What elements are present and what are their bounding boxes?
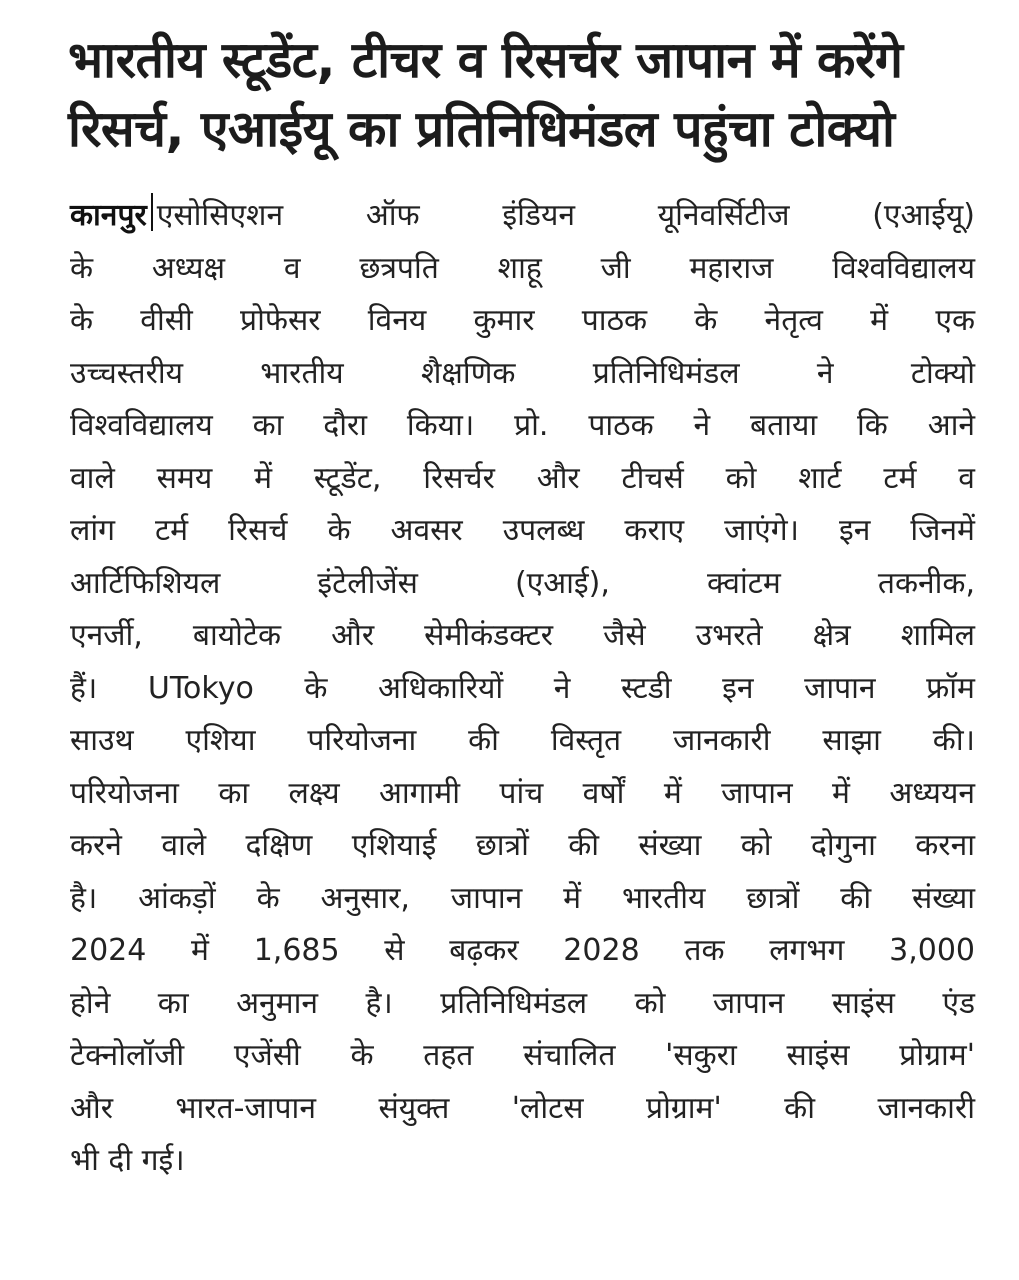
dateline-city: कानपुर: [70, 198, 147, 233]
article-line: के वीसी प्रोफेसर विनय कुमार पाठक के नेतृत्व में एक: [70, 303, 975, 338]
article-line: हैं। UTokyo के अधिकारियों ने स्टडी इन जापान फ्रॉम: [70, 670, 975, 706]
article-line: आर्टिफिशियल इंटेलीजेंस (एआई), क्वांटम तकनीक,: [70, 565, 975, 601]
article-line: करने वाले दक्षिण एशियाई छात्रों की संख्या को दोगुना करना: [70, 828, 975, 863]
article-line: के अध्यक्ष व छत्रपति शाहू जी महाराज विश्वविद्यालय: [70, 250, 975, 286]
article-line: होने का अनुमान है। प्रतिनिधिमंडल को जापान साइंस एंड: [70, 985, 975, 1021]
dateline-separator: [151, 193, 153, 231]
article-line: लांग टर्म रिसर्च के अवसर उपलब्ध कराए जाएंगे। इन जिनमें: [70, 513, 975, 548]
article-line: परियोजना का लक्ष्य आगामी पांच वर्षों में जापान में अध्ययन: [70, 775, 975, 811]
article-line: भी दी गई।: [70, 1143, 185, 1178]
article-line: एनर्जी, बायोटेक और सेमीकंडक्टर जैसे उभरते क्षेत्र शामिल: [70, 618, 975, 653]
article-line: विश्वविद्यालय का दौरा किया। प्रो. पाठक ने बताया कि आने: [70, 408, 975, 443]
article-body: [70, 190, 975, 1188]
article-line: है। आंकड़ों के अनुसार, जापान में भारतीय छात्रों की संख्या: [70, 880, 975, 916]
article-line: उच्चस्तरीय भारतीय शैक्षणिक प्रतिनिधिमंडल ने टोक्यो: [70, 355, 975, 391]
article-line: और भारत-जापान संयुक्त 'लोटस प्रोग्राम' की जानकारी: [70, 1090, 975, 1126]
article-first-line-text: एसोसिएशन ऑफ इंडियन यूनिवर्सिटीज (एआईयू): [156, 198, 975, 233]
article-line: 2024 में 1,685 से बढ़कर 2028 तक लगभग 3,000: [70, 933, 975, 968]
article-line: साउथ एशिया परियोजना की विस्तृत जानकारी साझा की।: [70, 723, 975, 758]
article-line: टेक्नोलॉजी एजेंसी के तहत संचालित 'सकुरा साइंस प्रोग्राम': [70, 1038, 975, 1073]
article-line: [70, 190, 975, 243]
headline-line-1: भारतीय स्टूडेंट, टीचर व रिसर्चर जापान में करेंगे: [68, 31, 903, 89]
article-line: वाले समय में स्टूडेंट, रिसर्चर और टीचर्स को शार्ट टर्म व: [70, 460, 975, 496]
headline-line-2: रिसर्च, एआईयू का प्रतिनिधिमंडल पहुंचा टोक्यो: [68, 100, 895, 158]
headline: [68, 26, 968, 164]
